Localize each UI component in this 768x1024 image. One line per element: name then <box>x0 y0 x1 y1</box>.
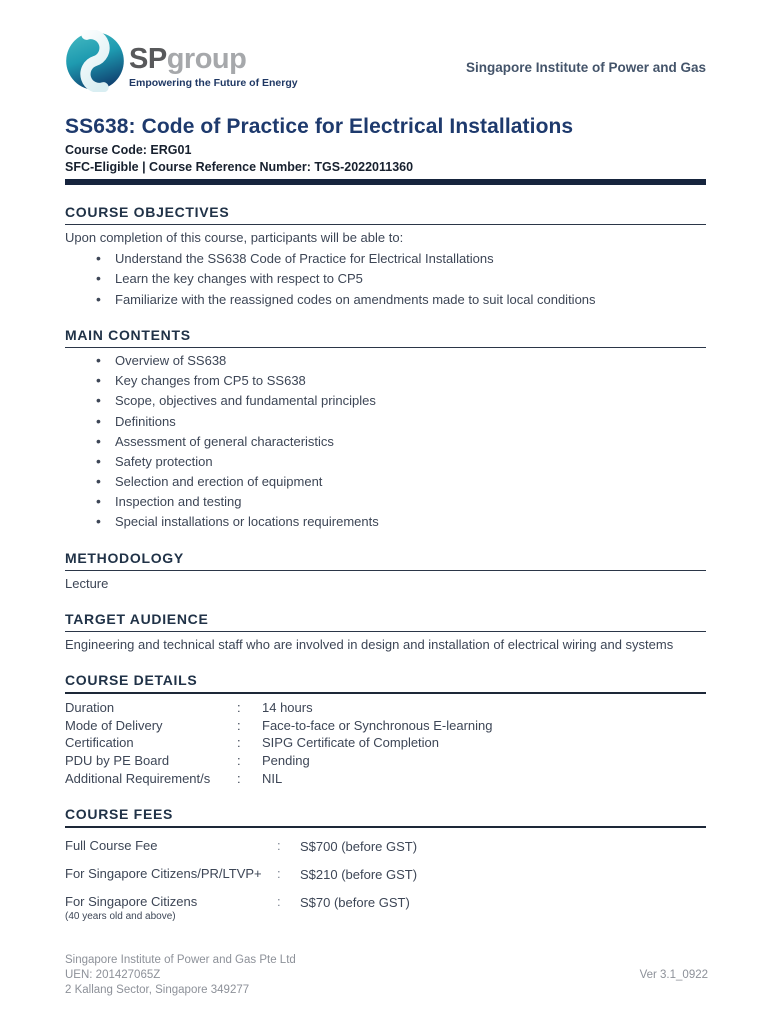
fee-value: S$70 (before GST) <box>300 895 410 911</box>
course-fees-table <box>65 838 706 922</box>
spgroup-globe-icon <box>65 30 125 92</box>
fee-label-main: For Singapore Citizens/PR/LTVP+ <box>65 866 262 882</box>
separator: : <box>237 770 241 786</box>
brand-group: group <box>166 43 247 75</box>
table-row <box>65 699 706 717</box>
objectives-intro: Upon completion of this course, participants will be able to: <box>65 230 404 246</box>
table-row <box>65 770 706 788</box>
separator: : <box>237 717 241 733</box>
footer-address: 2 Kallang Sector, Singapore 349277 <box>65 984 250 997</box>
detail-value: NIL <box>262 770 283 786</box>
institute-name: Singapore Institute of Power and Gas <box>465 60 706 75</box>
course-title: SS638: Code of Practice for Electrical Installations <box>65 115 574 138</box>
divider-bar <box>65 179 706 185</box>
fee-value: S$700 (before GST) <box>300 839 418 855</box>
detail-value: Face-to-face or Synchronous E-learning <box>262 717 493 733</box>
separator: : <box>277 866 281 882</box>
spgroup-logo <box>65 30 298 92</box>
detail-label: Duration <box>65 700 115 716</box>
section-course-details <box>65 672 706 787</box>
detail-label: Mode of Delivery <box>65 717 163 733</box>
list-item: • Learn the key changes with respect to CP5 <box>65 271 706 288</box>
footer-version: Ver 3.1_0922 <box>639 969 708 982</box>
brand-tagline: Empowering the Future of Energy <box>129 77 298 89</box>
list-item: • Understand the SS638 Code of Practice for Electrical Installations <box>65 251 706 268</box>
separator: : <box>277 894 281 910</box>
spgroup-wordmark <box>129 30 298 89</box>
separator: : <box>237 700 241 716</box>
section-target-audience <box>65 611 706 653</box>
footer-company: Singapore Institute of Power and Gas Pte Ltd <box>65 954 296 967</box>
detail-value: 14 hours <box>262 700 313 716</box>
list-item: • Familiarize with the reassigned codes on amendments made to suit local conditions <box>65 292 706 309</box>
section-heading: COURSE FEES <box>65 806 706 828</box>
course-ref-line: SFC-Eligible | Course Reference Number: TGS-2022011360 <box>65 159 414 174</box>
list-item: • Special installations or locations requirements <box>65 514 706 531</box>
table-row <box>65 717 706 735</box>
list-item: • Safety protection <box>65 454 706 471</box>
section-course-objectives <box>65 204 706 308</box>
list-item: • Key changes from CP5 to SS638 <box>65 373 706 390</box>
footer-company-block <box>65 953 296 998</box>
footer-uen: UEN: 201427065Z <box>65 969 161 982</box>
separator: : <box>277 838 281 854</box>
course-code-line: Course Code: ERG01 <box>65 143 192 158</box>
detail-label: Additional Requirement/s <box>65 770 211 786</box>
section-heading: METHODOLOGY <box>65 550 706 571</box>
fee-label-sub: (40 years old and above) <box>65 911 176 923</box>
separator: : <box>237 735 241 751</box>
list-item: • Overview of SS638 <box>65 353 706 370</box>
fee-label <box>65 838 277 855</box>
fee-value: S$210 (before GST) <box>300 867 418 883</box>
detail-label: Certification <box>65 735 134 751</box>
table-row <box>65 752 706 770</box>
detail-value: Pending <box>262 753 310 769</box>
course-details-table <box>65 699 706 787</box>
table-row <box>65 838 706 856</box>
section-main-contents <box>65 327 706 531</box>
section-heading: COURSE DETAILS <box>65 672 706 694</box>
table-row <box>65 866 706 884</box>
detail-label: PDU by PE Board <box>65 753 170 769</box>
fee-label <box>65 894 277 922</box>
table-row <box>65 894 706 922</box>
section-methodology <box>65 550 706 592</box>
list-item: • Inspection and testing <box>65 494 706 511</box>
brand-name <box>129 45 298 74</box>
target-audience-body: Engineering and technical staff who are involved in design and installation of electrical wiring and systems <box>65 636 674 652</box>
detail-value: SIPG Certificate of Completion <box>262 735 440 751</box>
objectives-list <box>65 251 706 308</box>
section-course-fees <box>65 806 706 922</box>
page-footer <box>65 953 708 998</box>
section-heading: TARGET AUDIENCE <box>65 611 706 632</box>
list-item: • Selection and erection of equipment <box>65 474 706 491</box>
fee-label-main: Full Course Fee <box>65 838 158 854</box>
list-item: • Assessment of general characteristics <box>65 434 706 451</box>
section-heading: COURSE OBJECTIVES <box>65 204 706 225</box>
table-row <box>65 734 706 752</box>
brand-sp: SP <box>129 43 167 75</box>
main-contents-list <box>65 353 706 531</box>
section-heading: MAIN CONTENTS <box>65 327 706 348</box>
fee-label <box>65 866 277 883</box>
list-item: • Definitions <box>65 414 706 431</box>
separator: : <box>237 753 241 769</box>
methodology-body: Lecture <box>65 575 109 591</box>
page-header <box>65 30 706 92</box>
fee-label-main: For Singapore Citizens <box>65 894 198 910</box>
list-item: • Scope, objectives and fundamental principles <box>65 393 706 410</box>
